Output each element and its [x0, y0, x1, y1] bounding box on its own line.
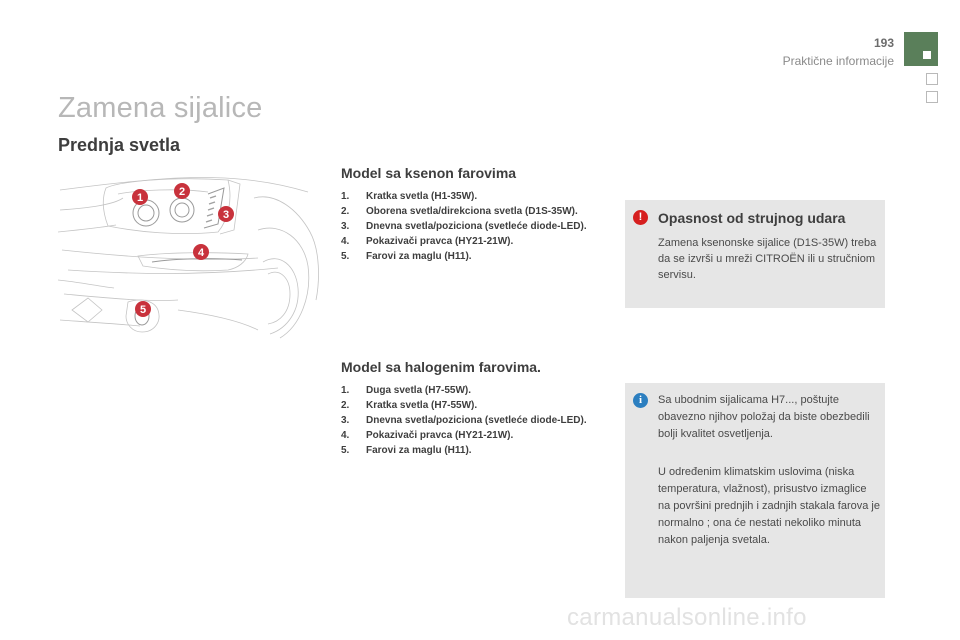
headlight-illustration [58, 170, 322, 342]
callout-label: 3 [222, 209, 230, 221]
section-tab-empty[interactable] [926, 91, 938, 103]
info-text: U određenim klimatskim uslovima (niska temperatura, vlažnost), prisustvo izmaglice na površini prednjih i zadnjih stakala farova je normalno ; ona će nestati nekoliko minuta nakon paljenja svetala. [658, 466, 880, 546]
list-item: 3. Dnevna svetla/poziciona (svetleće diode-LED). [341, 415, 587, 426]
list-item: 3. Dnevna svetla/poziciona (svetleće diode-LED). [341, 221, 587, 232]
warning-text: Zamena ksenonske sijalice (D1S-35W) treba da se izvrši u mreži CITROËN ili u stručniom servisu. [658, 237, 877, 281]
warning-box [625, 200, 885, 308]
info-box [625, 383, 885, 598]
list-item: 2. Oborena svetla/direkciona svetla (D1S-35W). [341, 206, 578, 217]
callout-label: 4 [197, 247, 205, 259]
section-tab-empty[interactable] [926, 73, 938, 85]
xenon-heading: Model sa ksenon farovima [341, 165, 517, 181]
halogen-bulb-list [341, 383, 593, 458]
warning-title: Opasnost od strujnog udara [658, 210, 846, 226]
callout-label: 5 [139, 304, 147, 316]
list-item: 1. Duga svetla (H7-55W). [341, 385, 472, 396]
page-title: Zamena sijalice [58, 92, 263, 124]
list-item: 4. Pokazivači pravca (HY21-21W). [341, 236, 514, 247]
list-item: 1. Kratka svetla (H1-35W). [341, 191, 478, 202]
list-item: 4. Pokazivači pravca (HY21-21W). [341, 430, 514, 441]
page-number: 193 [873, 36, 894, 50]
exclamation-icon: ! [633, 210, 648, 225]
tab-marker-icon [923, 51, 931, 59]
section-name: Praktične informacije [782, 54, 894, 68]
halogen-heading: Model sa halogenim farovima. [341, 359, 541, 375]
xenon-bulb-list [341, 189, 593, 264]
list-item: 5. Farovi za maglu (H11). [341, 251, 472, 262]
page-subtitle: Prednja svetla [58, 135, 181, 155]
callout-label: 1 [136, 192, 144, 204]
watermark: carmanualsonline.info [567, 604, 807, 631]
list-item: 5. Farovi za maglu (H11). [341, 445, 472, 456]
info-icon: i [633, 393, 648, 408]
callout-label: 2 [178, 186, 186, 198]
list-item: 2. Kratka svetla (H7-55W). [341, 400, 478, 411]
info-text: Sa ubodnim sijalicama H7..., poštujte obavezno njihov položaj da biste obezbedili bolji kvalitet osvetljenja. [658, 394, 870, 440]
section-tab-active[interactable] [904, 32, 938, 66]
